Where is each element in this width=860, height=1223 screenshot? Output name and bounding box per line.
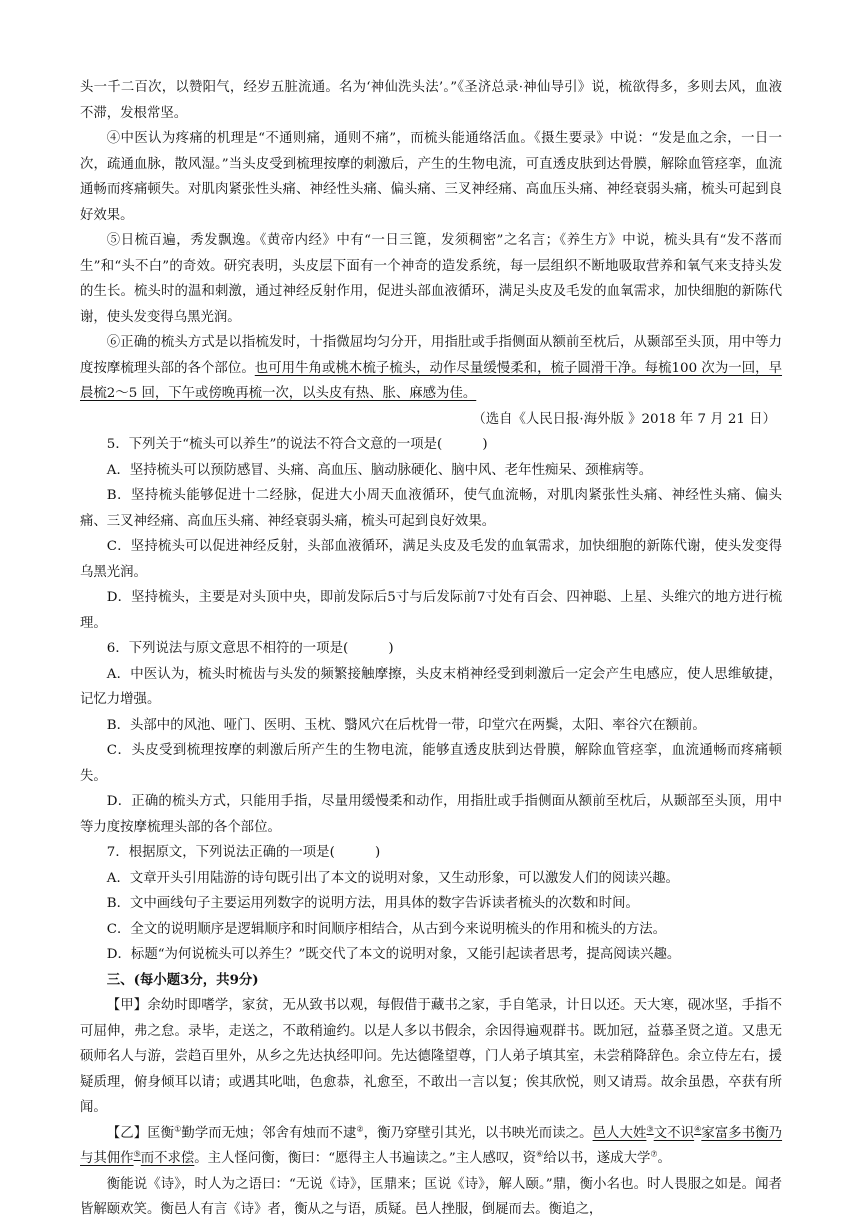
question-7-option-c: C．全文的说明顺序是逻辑顺序和时间顺序相结合，从古到今来说明梳头的作用和梳头的方法。 bbox=[106, 921, 667, 937]
question-7-option-d: D．标题“为何说梳头可以养生？”既交代了本文的说明对象，又能引起读者思考，提高阅读兴趣。 bbox=[106, 947, 681, 962]
section-3-heading: 三、(每小题3分，共9分) bbox=[106, 971, 259, 988]
question-7-option-b: B．文中画线句子主要运用列数字的说明方法，用具体的数字告诉读者梳头的次数和时间。 bbox=[106, 896, 639, 911]
paragraph-4: ④中医认为疼痛的机理是“不通则痛，通则不痛”，而梳头能通络活血。《摄生要录》中说：“发是血之余，一日一次，疏通血脉，散风湿。”当头皮受到梳理按摩的刺激后，产生的生物电流，可直透皮肤到达骨膜，解除血管痉挛，血流通畅而疼痛顿失。对肌肉紧张性头痛、神经性头痛、偏头痛、三叉神经痛、高血压头痛、神经衰弱头痛，梳头可起到良好效果。 bbox=[80, 131, 782, 223]
paragraph-6 bbox=[80, 330, 782, 407]
paragraph-5: ⑤日梳百遍，秀发飘逸。《黄帝内经》中有“一日三篦，发须稠密”之名言；《养生方》中说，梳头具有“发不落而生”和“头不白”的奇效。研究表明，头皮层下面有一个神奇的造发系统，每一层组织不断地吸取营养和氧气来支持头发的生长。梳头时的温和刺激，通过神经反射作用，促进头部血液循环，满足头皮及毛发的血氧需求，加快细胞的新陈代谢，使头发变得乌黑光润。 bbox=[80, 233, 782, 325]
footnote-2: ② bbox=[356, 1124, 364, 1134]
question-5-stem: 5．下列关于“梳头可以养生”的说法不符合文意的一项是( ) bbox=[106, 437, 488, 452]
footnote-6: ⑥ bbox=[536, 1149, 544, 1159]
paragraph-6-text: ⑥正确的梳头方式是以指梳发时，十指微屈均匀分开，用指肚或手指侧面从额前至枕后，从颞部至头顶，用中等力度按摩梳理头部的各个部位。 bbox=[80, 335, 782, 376]
footnote-4: ④ bbox=[694, 1124, 702, 1134]
passage-yi bbox=[80, 1121, 782, 1172]
footnote-5: ⑤ bbox=[133, 1149, 141, 1159]
yi-underlined-4: 而不求偿 bbox=[140, 1151, 195, 1166]
yi-underlined-3: 家富多书衡乃与其佣作 bbox=[80, 1125, 783, 1166]
paragraph-3-tail: 头一千二百次，以赞阳气，经岁五脏流通。名为‘神仙洗头法’。”《圣济总录·神仙导引》说，梳欲得多，多则去风，血液不滞，发根常坚。 bbox=[80, 80, 782, 121]
question-6-option-c: C．头皮受到梳理按摩的刺激后所产生的生物电流，能够直透皮肤到达骨膜，解除血管痉挛，血流通畅而疼痛顿失。 bbox=[80, 743, 782, 784]
question-6-option-b: B．头部中的风池、哑门、医明、玉枕、翳风穴在后枕骨一带，印堂穴在两鬓，太阳、率谷穴在额前。 bbox=[106, 717, 706, 733]
footnote-1: ① bbox=[174, 1124, 182, 1134]
question-6-option-d: D．正确的梳头方式，只能用手指，尽量用缓慢柔和动作，用指肚或手指侧面从额前至枕后，从颞部至头顶，用中等力度按摩梳理头部的各个部位。 bbox=[80, 794, 782, 835]
question-7-option-a: A．文章开头引用陆游的诗句既引出了本文的说明对象，又生动形象，可以激发人们的阅读兴趣。 bbox=[106, 870, 679, 886]
question-5-option-d: D．坚持梳头，主要是对头顶中央，即前发际后5寸与后发际前7寸处有百会、四神聪、上星、头维穴的地方进行梳理。 bbox=[80, 590, 782, 631]
question-5-option-a: A．坚持梳头可以预防感冒、头痛、高血压、脑动脉硬化、脑中风、老年性痴呆、颈椎病等。 bbox=[106, 462, 653, 478]
underlined-sentence: 也可用牛角或桃木梳子梳头，动作尽量缓慢柔和，梳子圆滑干净。每梳100 次为一回，早晨梳2～5 回，下午或傍晚再梳一次，以头皮有热、胀、麻感为佳。 bbox=[80, 360, 783, 401]
yi-text-6: 。 bbox=[657, 1151, 671, 1166]
passage-jia: 【甲】余幼时即嗜学，家贫，无从致书以观，每假借于藏书之家，手自笔录，计日以还。天大寒，砚冰坚，手指不可屈伸，弗之怠。录毕，走送之，不敢稍逾约。以是人多以书假余，余因得遍观群书。既加冠，益慕圣贤之道。又患无硕师名人与游，尝趋百里外，从乡之先达执经叩问。先达德隆望尊，门人弟子填其室，未尝稍降辞色。余立侍左右，援疑质理，俯身倾耳以请；或遇其叱咄，色愈恭，礼愈至，不敢出一言以复；俟其欣悦，则又请焉。故余虽愚，卒获有所闻。 bbox=[80, 998, 782, 1115]
yi-text-5: 给以书，遂成大学 bbox=[543, 1151, 651, 1166]
question-7-stem: 7．根据原文，下列说法正确的一项是( ) bbox=[106, 845, 381, 860]
question-6-stem: 6．下列说法与原文意思不相符的一项是( ) bbox=[106, 641, 394, 656]
yi-text-1: 【乙】匡衡 bbox=[106, 1125, 175, 1141]
question-5-option-c: C．坚持梳头可以促进神经反射，头部血液循环，满足头皮及毛发的血氧需求，加快细胞的新陈代谢，使头发变得乌黑光润。 bbox=[80, 539, 782, 580]
yi-text-4: 。主人怪问衡，衡曰：“愿得主人书遍读之。”主人感叹，资 bbox=[194, 1151, 537, 1166]
question-6-option-a: A．中医认为，梳头时梳齿与头发的频繁接触摩擦，头皮末梢神经受到刺激后一定会产生电感应，使人思维敏捷，记忆力增强。 bbox=[80, 666, 782, 707]
question-5-option-b: B．坚持梳头能够促进十二经脉，促进大小周天血液循环，使气血流畅，对肌肉紧张性头痛、神经性头痛、偏头痛、三叉神经痛、高血压头痛、神经衰弱头痛，梳头可起到良好效果。 bbox=[80, 488, 782, 529]
yi-underlined-2: 文不识 bbox=[653, 1125, 695, 1141]
footnote-3: ③ bbox=[646, 1124, 654, 1134]
source-citation: （选自《人民日报·海外版 》2018 年 7 月 21 日） bbox=[472, 411, 776, 427]
yi-text-3: ，衡乃穿壁引其光，以书映光而读之。 bbox=[363, 1125, 593, 1141]
yi-underlined-1: 邑人大姓 bbox=[592, 1125, 647, 1141]
passage-last: 衡能说《诗》，时人为之语曰：“无说《诗》，匡鼎来；匡说《诗》，解人颐。”鼎，衡小名也。时人畏服之如是。闻者皆解颐欢笑。衡邑人有言《诗》者，衡从之与语，质疑。邑人挫服，倒屣而去。衡追之， bbox=[80, 1176, 782, 1217]
yi-text-2: 勤学而无烛；邻舍有烛而不逮 bbox=[181, 1125, 357, 1141]
footnote-7: ⑦ bbox=[650, 1149, 658, 1159]
